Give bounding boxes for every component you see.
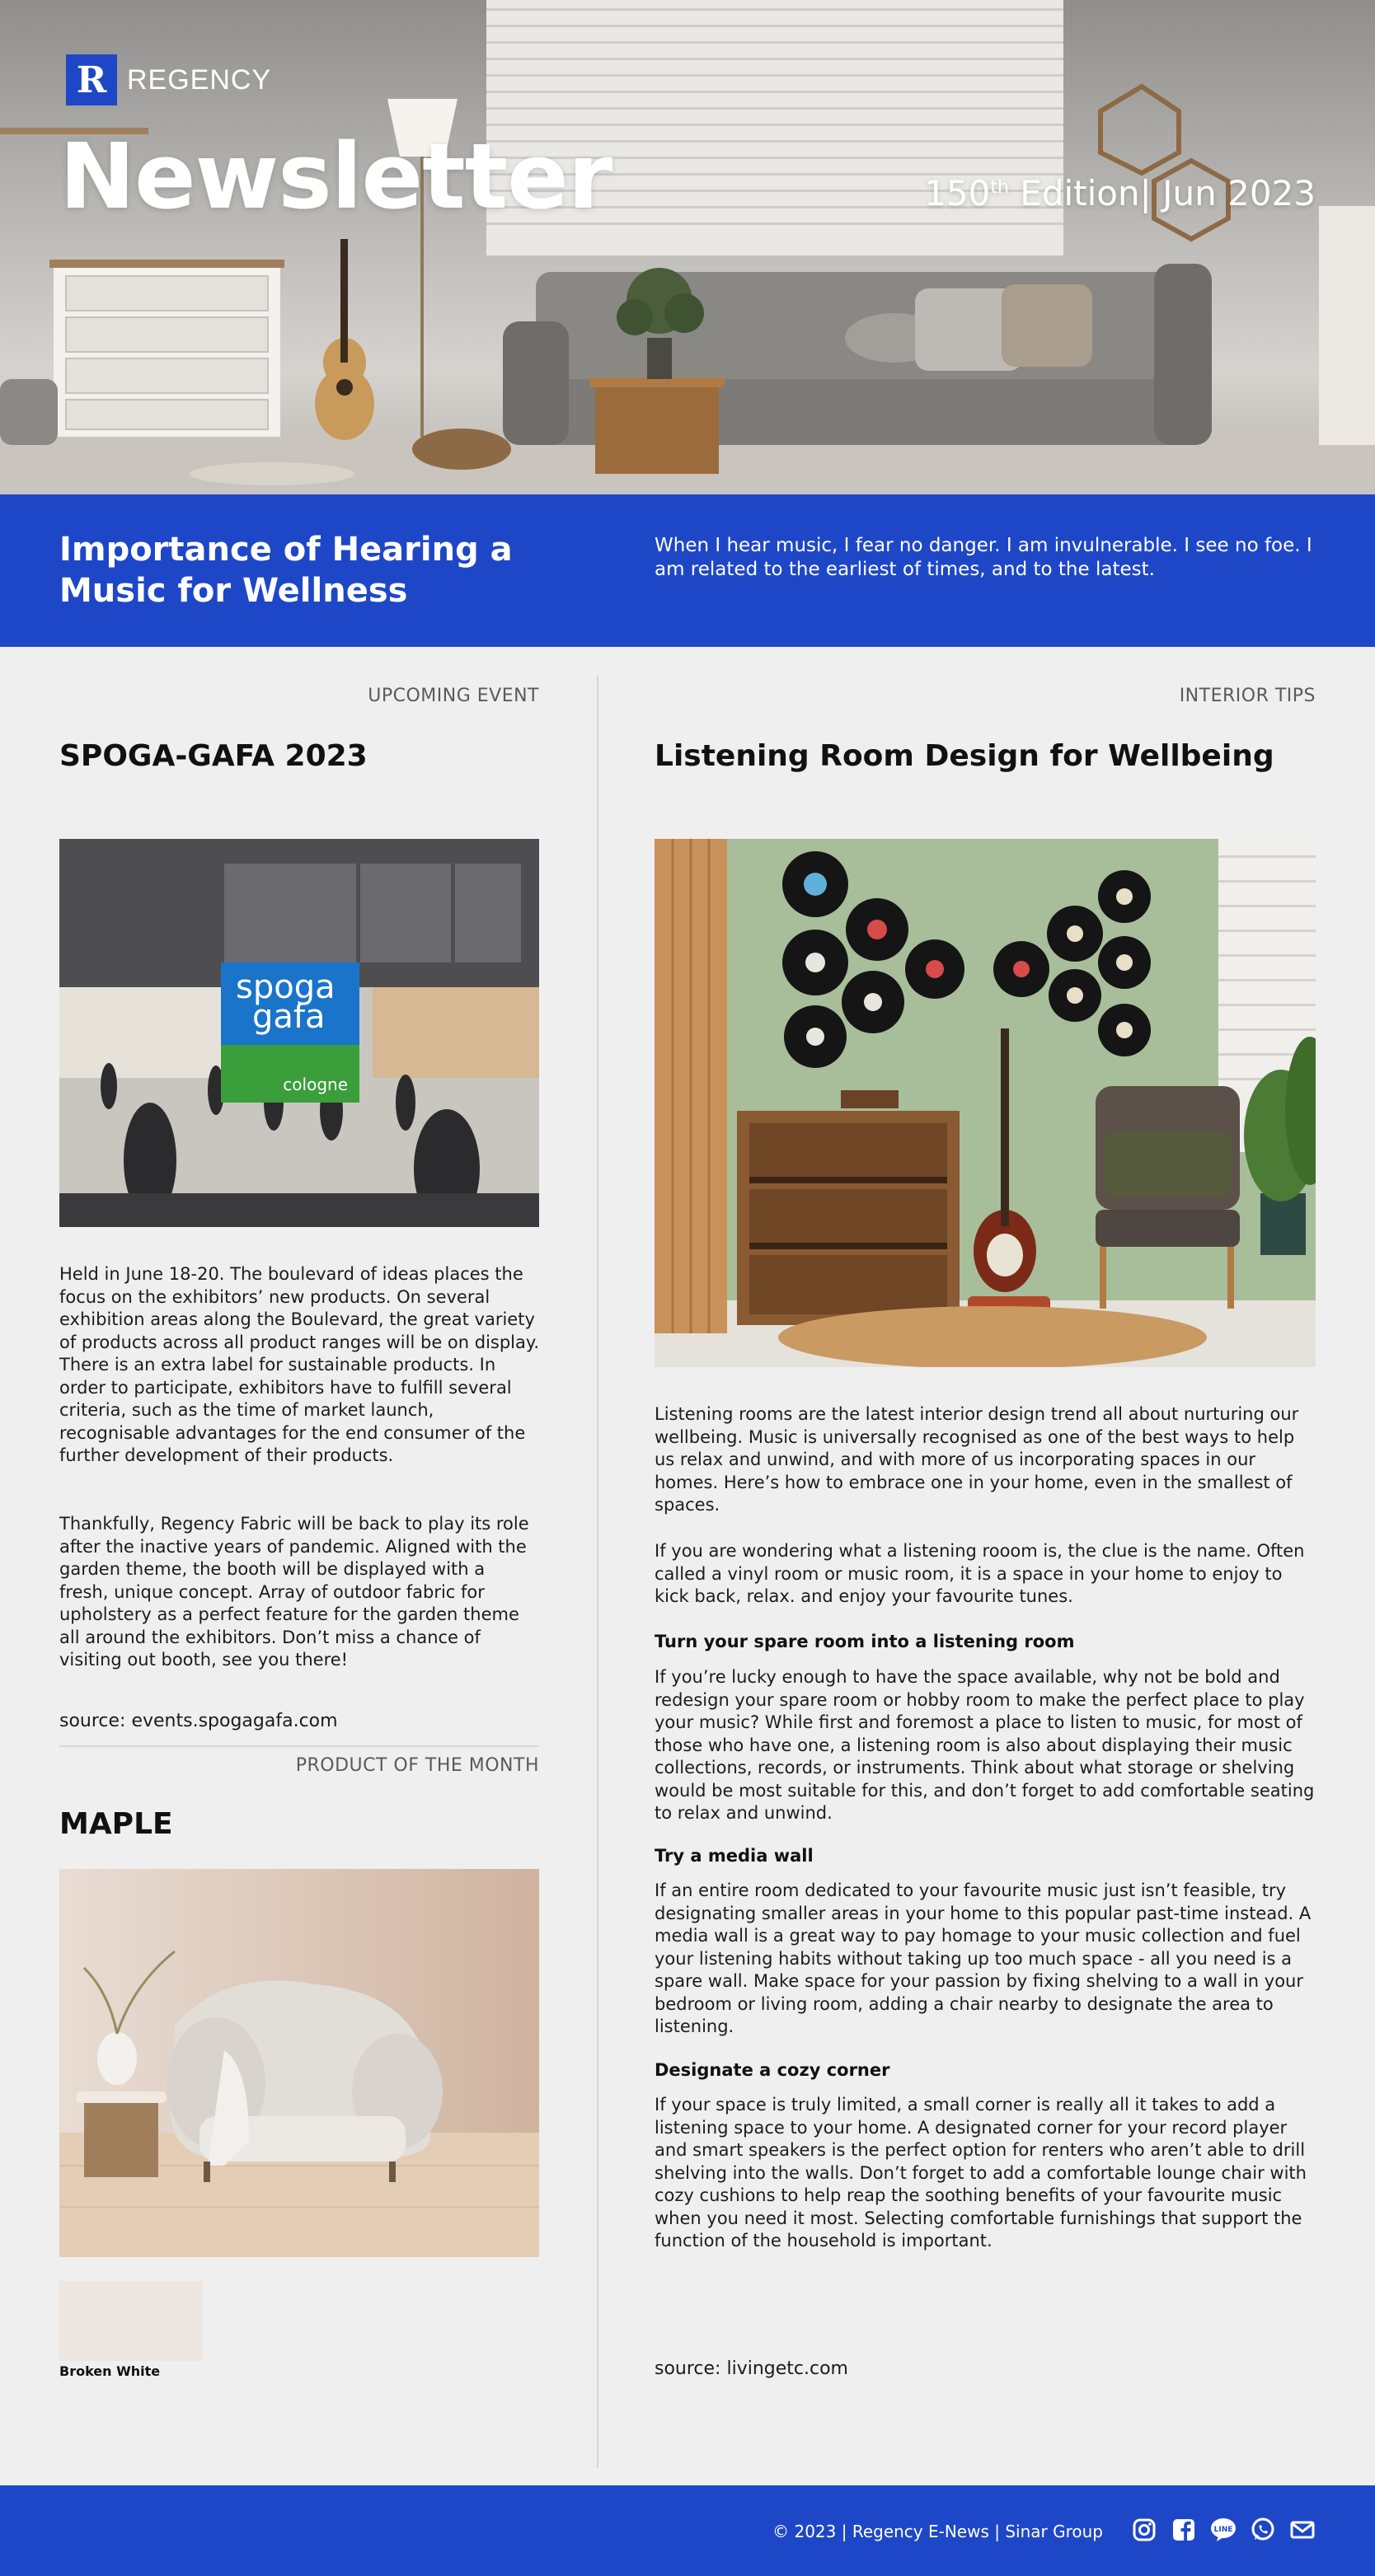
section-body-spare-room: If you’re lucky enough to have the space available, why not be bold and redesign your spare room or hobby room to make the perfect place to play your music? While first and foremost a place to listen to music, for most of those who have one, a listening room is also about displaying their music collections, records, or instruments. Think about what storage or shelving would be most suitable for this, and don’t forget to add comfortable seating to relax and unwind. xyxy=(655,1667,1315,1823)
feature-title: Importance of Hearing a Music for Wellness xyxy=(59,531,513,610)
spoga-gafa-logo xyxy=(221,962,359,1103)
logo-city: cologne xyxy=(283,1075,348,1094)
edition-label: Edition xyxy=(1008,173,1140,213)
feature-band xyxy=(0,494,1375,647)
section-divider xyxy=(59,1745,539,1747)
line-icon-glyph: LINE xyxy=(1213,2526,1233,2534)
event-source: source: events.spogagafa.com xyxy=(59,1711,338,1731)
edition-date: Jun 2023 xyxy=(1151,173,1316,213)
edition-info xyxy=(924,173,1316,213)
event-kicker: UPCOMING EVENT xyxy=(368,686,539,706)
newsletter-title: Newsletter xyxy=(59,124,612,229)
event-photo xyxy=(59,839,539,1227)
whatsapp-icon[interactable] xyxy=(1250,2517,1276,2543)
brand-logo xyxy=(66,54,271,105)
section-heading-cozy-corner: Designate a cozy corner xyxy=(655,2060,890,2080)
logo-line2: gafa xyxy=(252,998,326,1036)
edition-suffix: th xyxy=(990,177,1009,198)
logo-line1: spoga xyxy=(236,968,336,1006)
social-links xyxy=(1131,2517,1316,2543)
event-body-1: Held in June 18-20. The boulevard of ideas places the focus on the exhibitors’ new products. On several exhibition areas along the Boulevard, the great variety of products across all product ranges will be on display. There is an extra label for sustainable products. In order to participate, exhibitors have to fulfill several criteria, such as the time of market launch, recognisable advantages for the end consumer of the further development of their products. xyxy=(59,1264,539,1465)
listening-room-illustration xyxy=(655,839,1316,1367)
line-icon[interactable] xyxy=(1210,2517,1237,2543)
column-divider xyxy=(597,676,598,2468)
footer xyxy=(0,2485,1375,2576)
instagram-icon[interactable] xyxy=(1131,2517,1157,2543)
brand-mark-icon: R xyxy=(66,54,117,105)
mail-icon[interactable] xyxy=(1289,2517,1316,2543)
hero-banner xyxy=(0,0,1375,494)
edition-number: 150 xyxy=(924,173,991,213)
tips-source: source: livingetc.com xyxy=(655,2358,848,2379)
section-heading-media-wall: Try a media wall xyxy=(655,1846,814,1866)
brand-name: REGENCY xyxy=(127,63,272,96)
feature-quote: When I hear music, I fear no danger. I am invulnerable. I see no foe. I am related to the earliest of times, and to the latest. xyxy=(655,535,1312,580)
tips-intro-1: Listening rooms are the latest interior design trend all about nurturing our wellbeing. Music is universally recognised as one of the best ways to help us relax and unwind, and with more of us incorporating spaces in our homes. Here’s how to embrace one in your home, even in the smallest of spaces. xyxy=(655,1404,1299,1515)
tips-title: Listening Room Design for Wellbeing xyxy=(655,739,1274,773)
logo-text xyxy=(236,968,336,1036)
section-heading-spare-room: Turn your spare room into a listening room xyxy=(655,1632,1075,1651)
armchair-illustration xyxy=(59,1869,539,2257)
edition-separator: | xyxy=(1139,173,1152,213)
product-title: MAPLE xyxy=(59,1807,173,1841)
product-kicker: PRODUCT OF THE MONTH xyxy=(295,1755,539,1776)
section-body-media-wall: If an entire room dedicated to your favourite music just isn’t feasible, try designating smaller areas in your home to this popular past-time instead. A media wall is a great way to pay homage to your music collection and fuel your listening habits without taking up too much space - all you need is a spare wall. Make space for your passion by fixing shelving to a wall in your bedroom or living room, adding a chair nearby to designate the area to listening. xyxy=(655,1880,1312,2036)
swatch-label: Broken White xyxy=(59,2363,161,2379)
listening-room-photo xyxy=(655,839,1316,1367)
facebook-icon[interactable] xyxy=(1171,2517,1197,2543)
fabric-swatch xyxy=(59,2281,203,2361)
event-title: SPOGA-GAFA 2023 xyxy=(59,739,368,773)
footer-copyright: © 2023 | Regency E-News | Sinar Group xyxy=(772,2522,1103,2541)
event-body-2: Thankfully, Regency Fabric will be back to play its role after the inactive years of pandemic. Aligned with the garden theme, the booth will be displayed with a fresh, unique concept. Array of outdoor fabric for upholstery as a perfect feature for the garden theme all around the exhibitors. Don’t miss a chance of visiting out booth, see you there! xyxy=(59,1514,529,1670)
section-body-cozy-corner: If your space is truly limited, a small corner is really all it takes to add a listening space to your home. A designated corner for your record player and smart speakers is the perfect option for renters who aren’t able to drill shelving into the walls. Don’t forget to add a comfortable lounge chair with cozy cushions to help reap the soothing benefits of your favourite music when you need it most. Selecting comfortable furnishings that support the function of the household is important. xyxy=(655,2095,1307,2250)
product-photo xyxy=(59,1869,539,2257)
tips-intro-2: If you are wondering what a listening rooom is, the clue is the name. Often called a vinyl room or music room, it is a space in your home to enjoy to kick back, relax. and enjoy your favourite tunes. xyxy=(655,1541,1305,1606)
tips-kicker: INTERIOR TIPS xyxy=(1179,686,1316,706)
